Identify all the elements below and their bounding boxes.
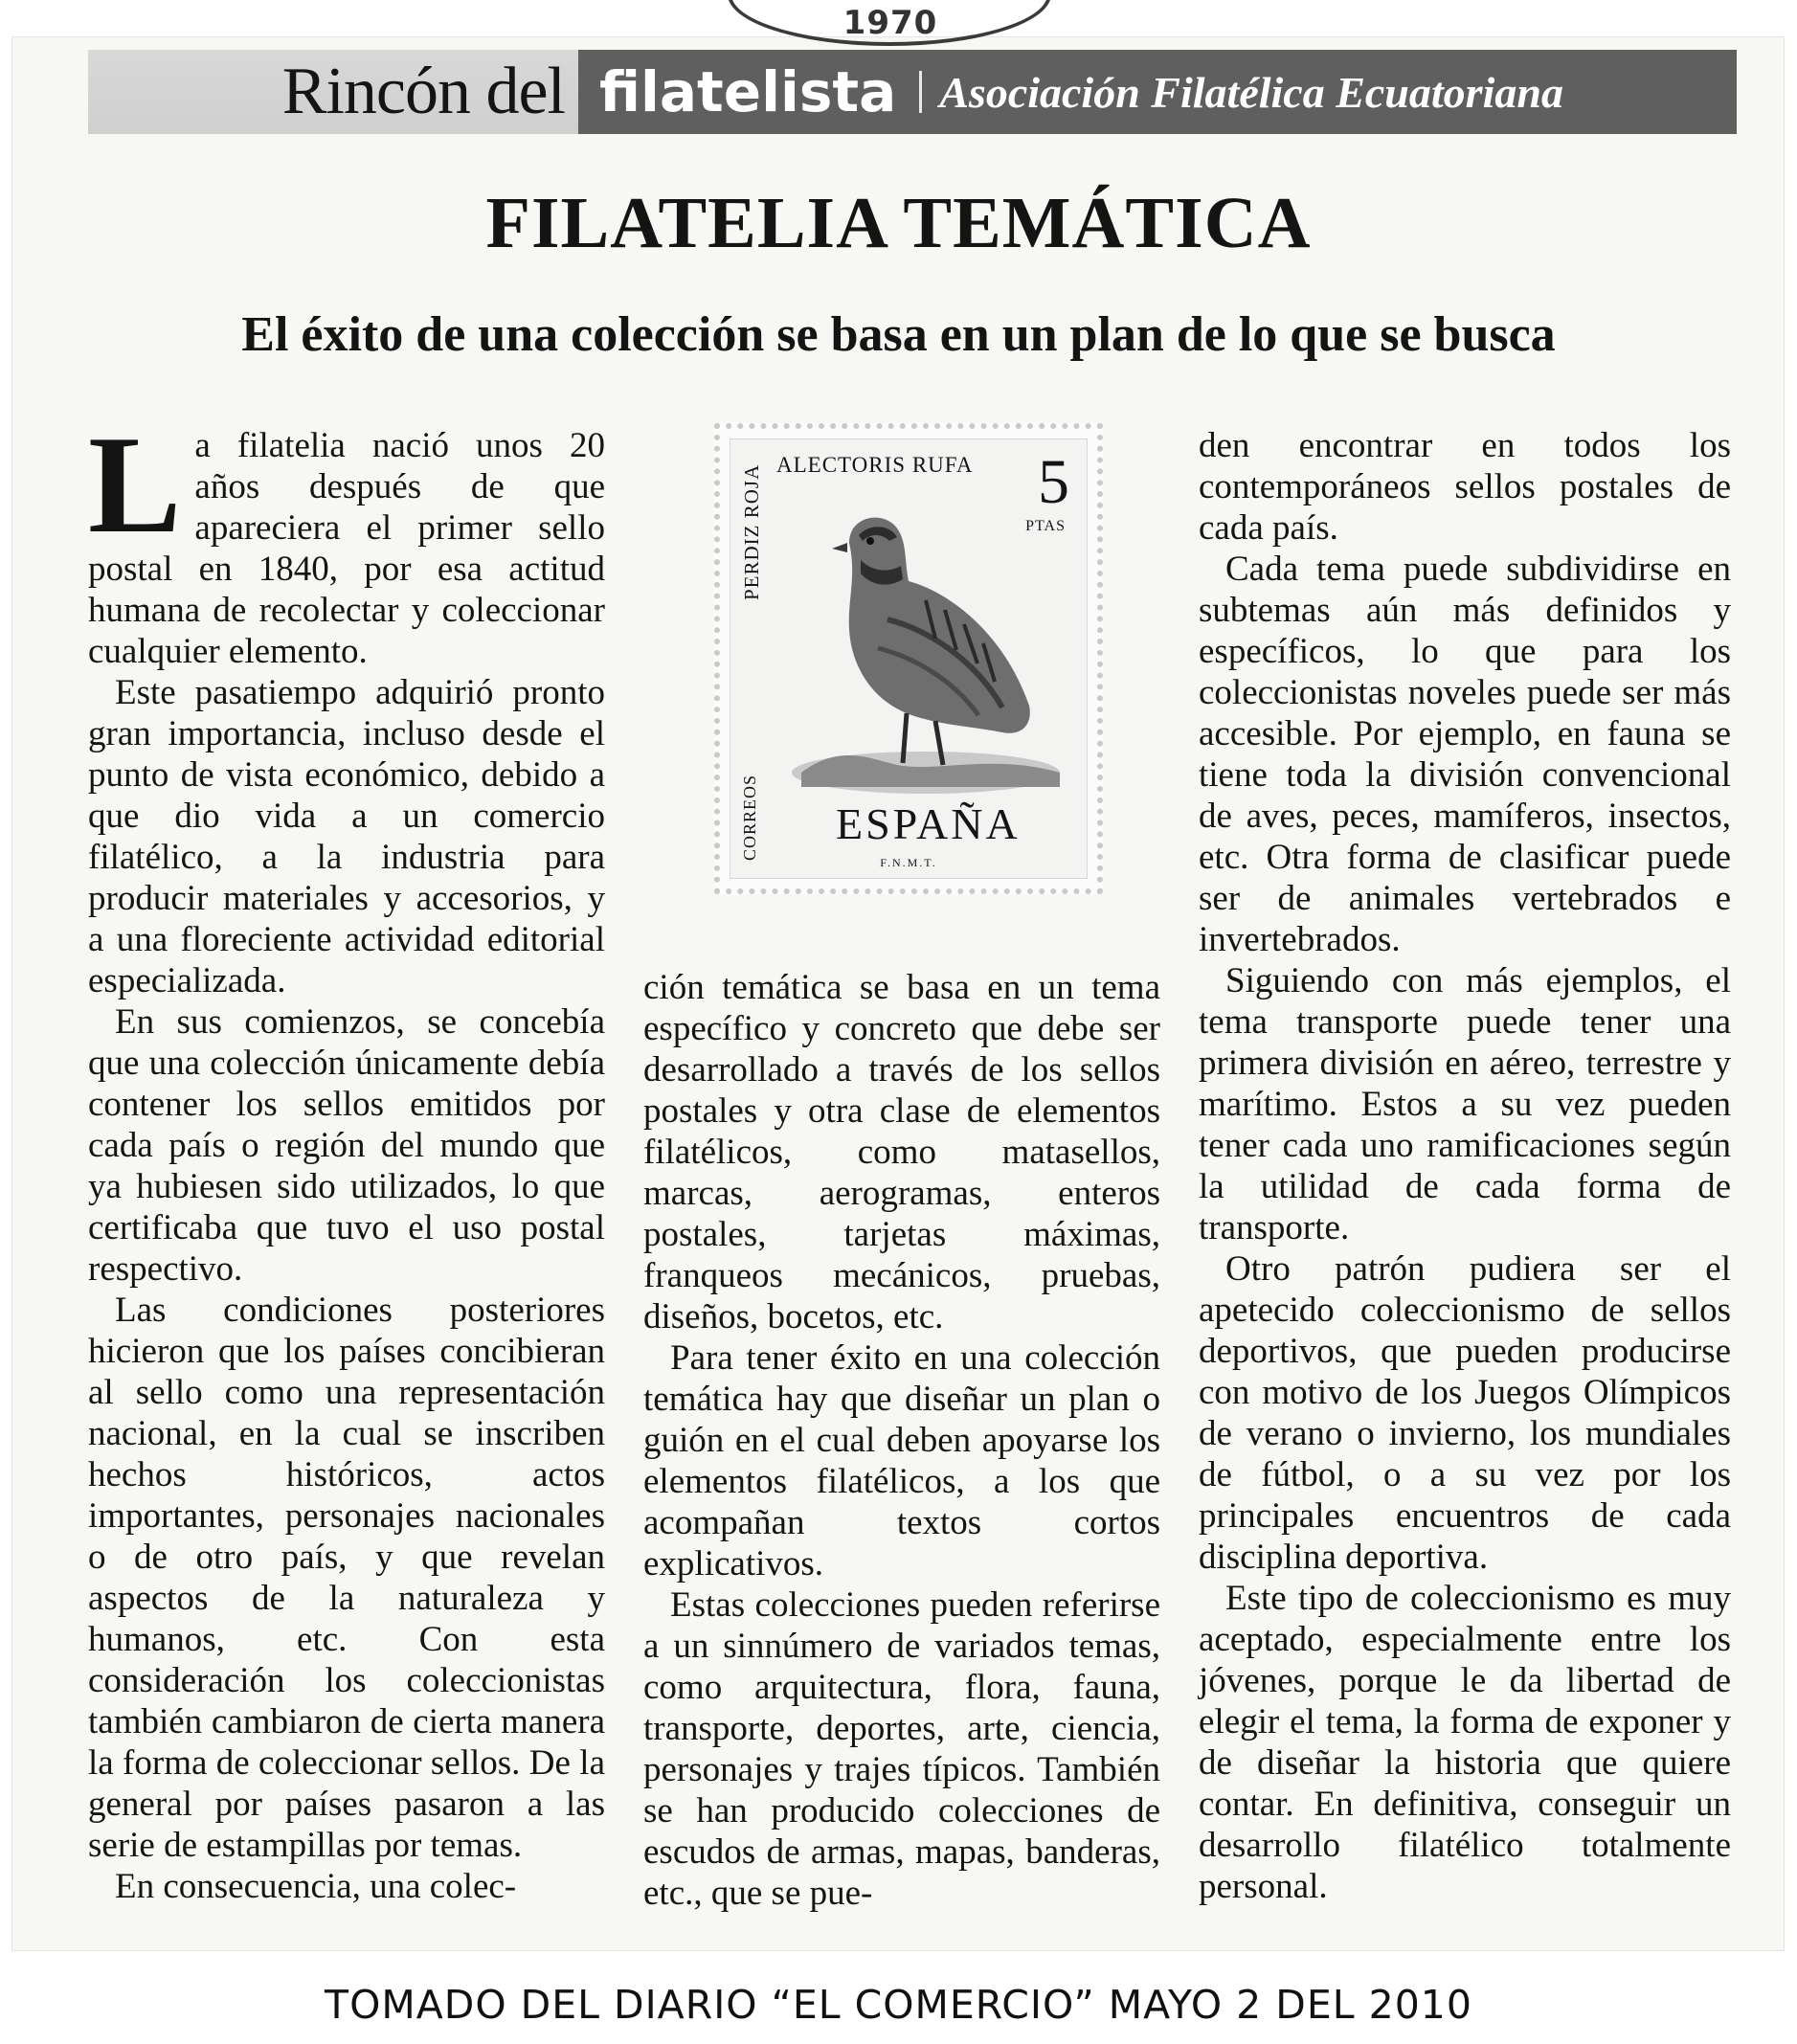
stamp-printer: F.N.M.T. <box>880 856 937 869</box>
paragraph: Otro patrón pudiera ser el apetecido coleccionismo de sellos deportivos, que pueden producirse con motivo de los Juegos Olímpicos de verano o invierno, los mundiales de fútbol, o a su vez por los principales encuentros de cada disciplina deportiva. <box>1199 1249 1731 1577</box>
paragraph: Las condiciones posteriores hicieron que los países concibieran al sello como una representación nacional, en la cual se inscriben hechos históricos, actos importantes, personajes nacionales o de otro país, y que revelan aspectos de la naturaleza y humanos, etc. Con esta consideración los coleccionistas también cambiaron de cierta manera la forma de coleccionar sellos. De la general por países pasaron a las serie de estampillas por temas. <box>88 1291 605 1865</box>
paragraph: Siguiendo con más ejemplos, el tema transporte puede tener una primera división en aéreo, terrestre y marítimo. Estos a su vez pueden tener cada uno ramificaciones según la utilidad de cada forma de transporte. <box>1199 961 1731 1247</box>
paragraph: En consecuencia, una colec- <box>115 1867 517 1906</box>
stamp-country: ESPAÑA <box>836 799 1021 848</box>
stamp-scientific-name: ALECTORIS RUFA <box>776 453 974 477</box>
article-subtitle: El éxito de una colección se basa en un plan de lo que se busca <box>241 307 1556 362</box>
section-banner-dark <box>578 50 1737 134</box>
postage-stamp-image <box>714 423 1103 894</box>
drop-cap: L <box>88 407 182 562</box>
paragraph: ción temática se basa en un tema específico y concreto que debe ser desarrollado a través de los sellos postales y otra clase de elementos filatélicos, como matasellos, marcas, aerogramas, enteros postales, tarjetas máximas, franqueos mecánicos, pruebas, diseños, bocetos, etc. <box>643 968 1160 1336</box>
paragraph: Estas colecciones pueden referirse a un sinnúmero de variados temas, como arquitectura, flora, fauna, transporte, deportes, arte, ciencia, personajes y trajes típicos. También se han producido colecciones de escudos de armas, mapas, banderas, etc., que se pue- <box>643 1585 1160 1913</box>
stamp-mail-label: CORREOS <box>740 774 759 861</box>
postmark-year: 1970 <box>842 4 938 42</box>
source-caption: TOMADO DEL DIARIO “EL COMERCIO” MAYO 2 DEL 2010 <box>325 1982 1472 2028</box>
article-title: FILATELIA TEMÁTICA <box>485 183 1312 263</box>
paragraph: En sus comienzos, se concebía que una colección únicamente debía contener los sellos emitidos por cada país o región del mundo que ya hubiesen sido utilizados, lo que certificaba que tuvo el uso postal respectivo. <box>88 1002 605 1289</box>
stamp-face <box>730 438 1088 879</box>
paragraph: Este pasatiempo adquirió pronto gran importancia, incluso desde el punto de vista económico, debido a que dio vida a un comercio filatélico, a la industria para producir materiales y accesorios, y a una floreciente actividad editorial especializada. <box>88 673 605 1000</box>
stamp-common-name: PERDIZ ROJA <box>740 463 763 600</box>
banner-divider <box>919 71 922 113</box>
paragraph: Para tener éxito en una colección temática hay que diseñar un plan o guión en el cual deben apoyarse los elementos filatélicos, a los que acompañan textos cortos explicativos. <box>643 1338 1160 1584</box>
paragraph: Este tipo de coleccionismo es muy aceptado, especialmente entre los jóvenes, porque le da libertad de elegir el tema, la forma de exponer y de diseñar la historia que quiere contar. En definitiva, conseguir un desarrollo filatélico totalmente personal. <box>1199 1579 1731 1906</box>
section-name: Rincón del <box>281 55 565 128</box>
article-column-1 <box>88 407 605 1907</box>
stamp-value: 5 <box>1038 447 1069 517</box>
stamp-currency: PTAS <box>1025 518 1066 534</box>
section-highlight: filatelista <box>599 59 897 124</box>
article-column-3 <box>1199 425 1731 1907</box>
paragraph: den encontrar en todos los contemporáneos sellos postales de cada país. <box>1199 426 1731 548</box>
paragraph: La filatelia nació unos 20 años después de que apareciera el primer sello postal en 1840, por esa actitud humana de recolectar y coleccionar cualquier elemento. <box>88 407 605 671</box>
paragraph: Cada tema puede subdividirse en subtemas aún más definidos y específicos, lo que para los coleccionistas noveles puede ser más accesible. Por ejemplo, en fauna se tiene toda la división convencional de aves, peces, mamíferos, insectos, etc. Otra forma de clasificar puede ser de animales vertebrados e invertebrados. <box>1199 550 1731 959</box>
section-banner <box>88 50 1737 134</box>
association-name: Asociación Filatélica Ecuatoriana <box>939 67 1563 117</box>
article-column-2 <box>643 967 1160 1914</box>
